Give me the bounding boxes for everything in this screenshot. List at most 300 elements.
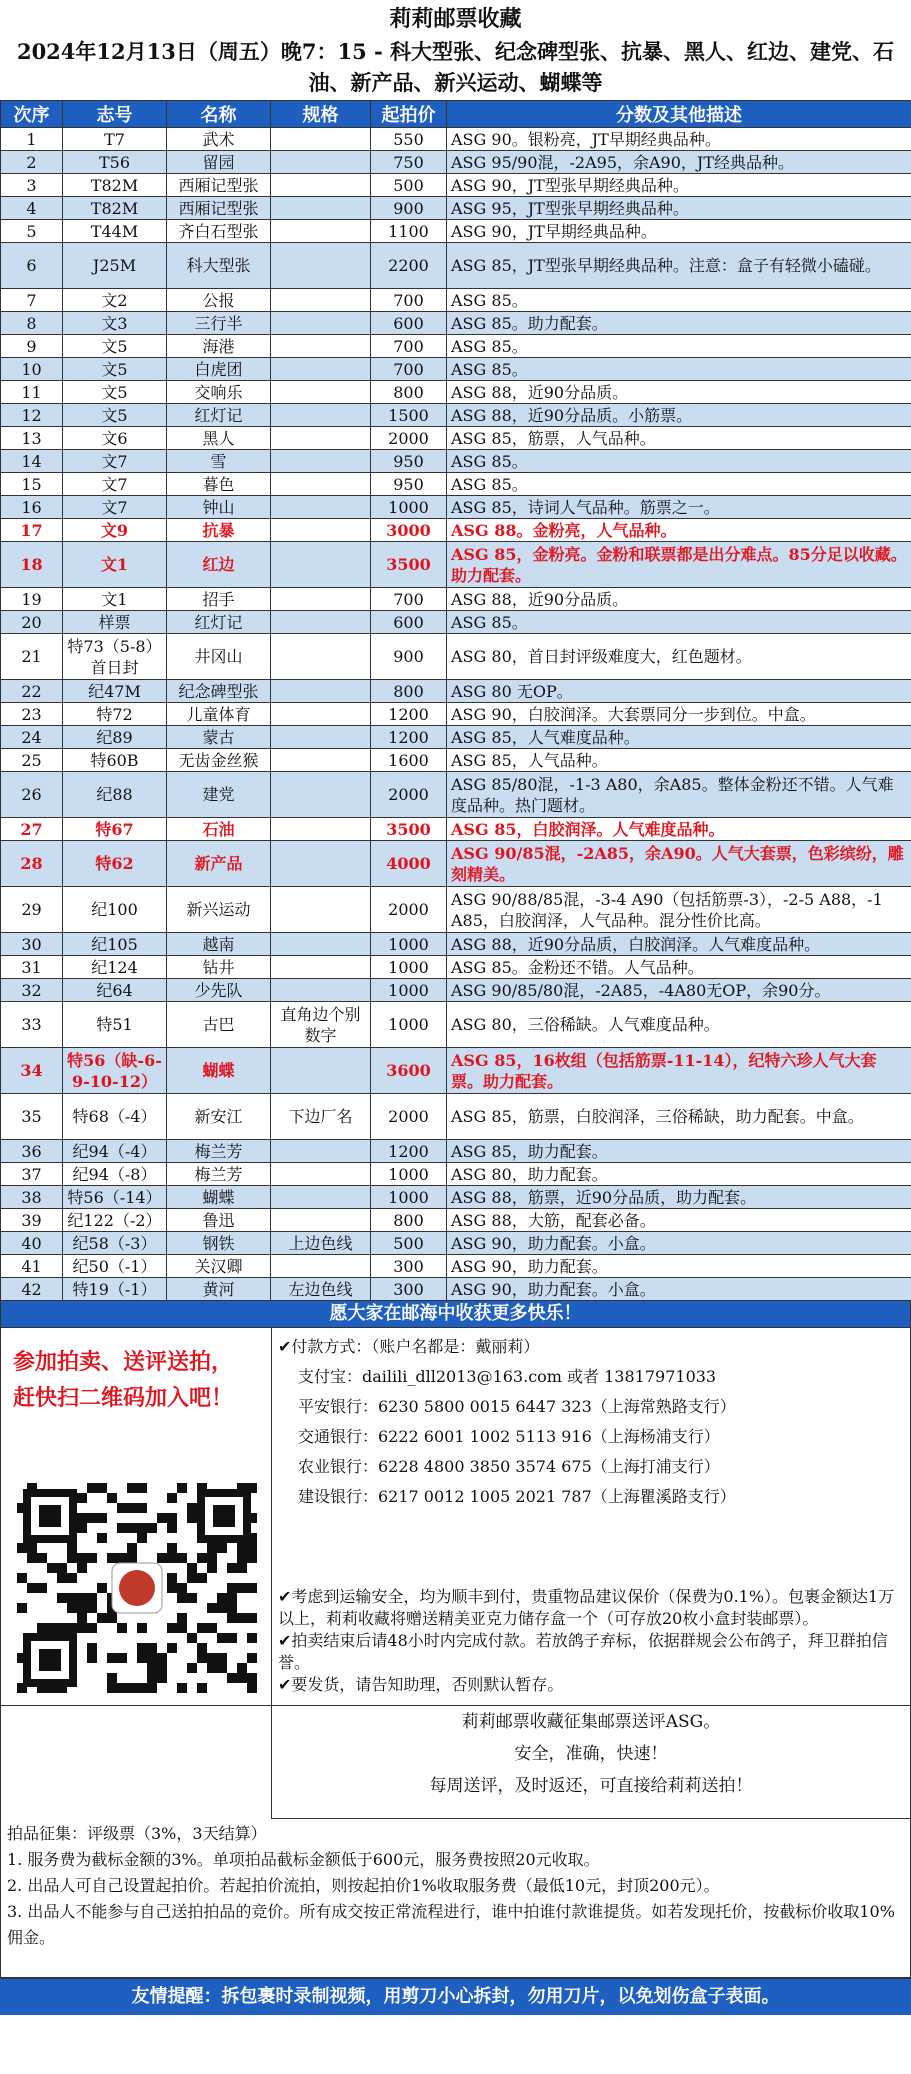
cell-desc: ASG 80 无OP。 xyxy=(447,680,911,703)
table-row xyxy=(1,450,911,473)
cell-price: 1000 xyxy=(371,496,447,519)
cell-desc: ASG 90/88/85混，-3-4 A90（包括筋票-3），-2-5 A88，-1 A85，白胶润泽，人气品种。混分性价比高。 xyxy=(447,887,911,933)
footer-reminder: 友情提醒：拆包裹时录制视频，用剪刀小心拆封，勿用刀片，以免划伤盒子表面。 xyxy=(0,1979,911,2015)
promo-line: 赶快扫二维码加入吧！ xyxy=(13,1385,234,1411)
cell-spec xyxy=(271,1048,371,1094)
table-row xyxy=(1,1094,911,1140)
cell-no: 15 xyxy=(1,473,63,496)
cell-name: 钟山 xyxy=(167,496,271,519)
table-row xyxy=(1,1232,911,1255)
cell-desc: ASG 90。银粉亮，JT早期经典品种。 xyxy=(447,128,911,151)
payment-title: ✔付款方式：（账户名都是：戴丽莉） xyxy=(278,1337,540,1356)
cell-code: T82M xyxy=(63,197,167,220)
cell-price: 1000 xyxy=(371,956,447,979)
cell-price: 1000 xyxy=(371,1163,447,1186)
cell-code: 纪105 xyxy=(63,933,167,956)
cell-desc: ASG 88，筋票，近90分品质，助力配套。 xyxy=(447,1186,911,1209)
cell-price: 4000 xyxy=(371,841,447,887)
cell-no: 42 xyxy=(1,1278,63,1301)
cell-spec xyxy=(271,404,371,427)
cell-price: 700 xyxy=(371,358,447,381)
col-header-no: 次序 xyxy=(1,101,63,128)
cell-spec xyxy=(271,289,371,312)
table-row xyxy=(1,496,911,519)
cell-code: 文3 xyxy=(63,312,167,335)
rule-line: 3. 出品人不能参与自己送拍拍品的竞价。所有成交按正常流程进行，谁中拍谁付款谁提货。如若发现托价，按截标价收取10%佣金。 xyxy=(7,1902,895,1947)
cell-code: 纪88 xyxy=(63,772,167,818)
cell-spec xyxy=(271,956,371,979)
cell-code: 纪100 xyxy=(63,887,167,933)
cell-spec xyxy=(271,496,371,519)
cell-name: 红灯记 xyxy=(167,404,271,427)
cell-desc: ASG 85，筋票，白胶润泽，三俗稀缺，助力配套。中盒。 xyxy=(447,1094,911,1140)
cell-price: 1200 xyxy=(371,1140,447,1163)
cell-spec xyxy=(271,220,371,243)
table-row xyxy=(1,404,911,427)
cell-no: 28 xyxy=(1,841,63,887)
table-row xyxy=(1,818,911,841)
cell-desc: ASG 95，JT型张早期经典品种。 xyxy=(447,197,911,220)
cell-code: 文5 xyxy=(63,358,167,381)
cell-no: 25 xyxy=(1,749,63,772)
cell-spec xyxy=(271,358,371,381)
table-row xyxy=(1,588,911,611)
table-row xyxy=(1,841,911,887)
cell-desc: ASG 95/90混，-2A95，余A90，JT经典品种。 xyxy=(447,151,911,174)
cell-code: 特62 xyxy=(63,841,167,887)
note-item: ✔要发货，请告知助理，否则默认暂存。 xyxy=(278,1675,564,1694)
cell-price: 2000 xyxy=(371,887,447,933)
table-row xyxy=(1,174,911,197)
cell-price: 800 xyxy=(371,1209,447,1232)
cell-desc: ASG 85，筋票，人气品种。 xyxy=(447,427,911,450)
cell-price: 800 xyxy=(371,680,447,703)
cell-price: 950 xyxy=(371,450,447,473)
cell-spec xyxy=(271,933,371,956)
cell-spec xyxy=(271,473,371,496)
cell-spec xyxy=(271,749,371,772)
cell-price: 900 xyxy=(371,197,447,220)
table-row xyxy=(1,289,911,312)
table-row xyxy=(1,427,911,450)
cell-spec xyxy=(271,312,371,335)
cell-desc: ASG 80，首日封评级难度大，红色题材。 xyxy=(447,634,911,680)
table-row xyxy=(1,335,911,358)
cell-no: 26 xyxy=(1,772,63,818)
table-row xyxy=(1,1278,911,1301)
cell-code: 文7 xyxy=(63,450,167,473)
table-row xyxy=(1,611,911,634)
table-row xyxy=(1,542,911,588)
cell-name: 蝴蝶 xyxy=(167,1048,271,1094)
table-row xyxy=(1,680,911,703)
cell-no: 24 xyxy=(1,726,63,749)
rule-line: 1. 服务费为截标金额的3%。单项拍品截标金额低于600元，服务费按照20元收取。 xyxy=(7,1850,600,1869)
col-header-code: 志号 xyxy=(63,101,167,128)
cell-price: 1200 xyxy=(371,703,447,726)
cell-name: 纪念碑型张 xyxy=(167,680,271,703)
cell-no: 34 xyxy=(1,1048,63,1094)
cell-name: 留园 xyxy=(167,151,271,174)
cell-code: 样票 xyxy=(63,611,167,634)
cell-price: 3500 xyxy=(371,818,447,841)
info-section xyxy=(1,1328,910,1706)
cell-spec xyxy=(271,818,371,841)
bank-account: 建设银行：6217 0012 1005 2021 787（上海瞿溪路支行） xyxy=(298,1487,736,1506)
cell-code: 文7 xyxy=(63,473,167,496)
cell-code: 特19（-1） xyxy=(63,1278,167,1301)
cell-price: 3000 xyxy=(371,519,447,542)
cell-desc: ASG 85，人气难度品种。 xyxy=(447,726,911,749)
table-row xyxy=(1,128,911,151)
cell-code: 纪94（-8） xyxy=(63,1163,167,1186)
cell-spec xyxy=(271,726,371,749)
cell-spec xyxy=(271,680,371,703)
cell-desc: ASG 90，白胶润泽。大套票同分一步到位。中盒。 xyxy=(447,703,911,726)
cell-no: 14 xyxy=(1,450,63,473)
cell-name: 齐白石型张 xyxy=(167,220,271,243)
cell-no: 3 xyxy=(1,174,63,197)
cell-spec xyxy=(271,1255,371,1278)
cell-desc: ASG 88。金粉亮，人气品种。 xyxy=(447,519,911,542)
cell-no: 8 xyxy=(1,312,63,335)
page-header xyxy=(0,0,911,100)
cell-name: 黑人 xyxy=(167,427,271,450)
cell-spec xyxy=(271,542,371,588)
col-header-spec: 规格 xyxy=(271,101,371,128)
cell-price: 1000 xyxy=(371,1186,447,1209)
cell-spec xyxy=(271,703,371,726)
cell-desc: ASG 85。 xyxy=(447,335,911,358)
cell-code: 文2 xyxy=(63,289,167,312)
cell-no: 35 xyxy=(1,1094,63,1140)
cell-desc: ASG 90，助力配套。小盒。 xyxy=(447,1278,911,1301)
cell-name: 西厢记型张 xyxy=(167,197,271,220)
cell-code: 文7 xyxy=(63,496,167,519)
cell-no: 7 xyxy=(1,289,63,312)
cell-code: T7 xyxy=(63,128,167,151)
cell-spec xyxy=(271,1186,371,1209)
cell-name: 蒙古 xyxy=(167,726,271,749)
cell-price: 700 xyxy=(371,335,447,358)
cell-desc: ASG 80，助力配套。 xyxy=(447,1163,911,1186)
cell-name: 三行半 xyxy=(167,312,271,335)
cell-code: 纪94（-4） xyxy=(63,1140,167,1163)
table-row xyxy=(1,358,911,381)
table-row xyxy=(1,473,911,496)
cell-desc: ASG 85。 xyxy=(447,358,911,381)
cell-name: 雪 xyxy=(167,450,271,473)
cell-name: 黄河 xyxy=(167,1278,271,1301)
table-row xyxy=(1,1140,911,1163)
cell-no: 11 xyxy=(1,381,63,404)
cell-price: 1000 xyxy=(371,1002,447,1048)
cell-price: 1500 xyxy=(371,404,447,427)
cell-no: 18 xyxy=(1,542,63,588)
cell-name: 交响乐 xyxy=(167,381,271,404)
cell-price: 500 xyxy=(371,1232,447,1255)
cell-name: 公报 xyxy=(167,289,271,312)
table-header-row xyxy=(1,101,911,128)
cell-name: 古巴 xyxy=(167,1002,271,1048)
cell-code: 纪58（-3） xyxy=(63,1232,167,1255)
alipay-account: 支付宝：dailili_dll2013@163.com 或者 13817971033 xyxy=(298,1367,717,1386)
cell-name: 关汉卿 xyxy=(167,1255,271,1278)
cell-desc: ASG 90，JT早期经典品种。 xyxy=(447,220,911,243)
cell-price: 600 xyxy=(371,312,447,335)
page-title: 莉莉邮票收藏 xyxy=(389,6,522,32)
cell-spec xyxy=(271,1163,371,1186)
table-row xyxy=(1,703,911,726)
cell-no: 30 xyxy=(1,933,63,956)
table-row xyxy=(1,1186,911,1209)
cell-no: 5 xyxy=(1,220,63,243)
cell-name: 梅兰芳 xyxy=(167,1163,271,1186)
cell-price: 1000 xyxy=(371,933,447,956)
col-header-desc: 分数及其他描述 xyxy=(447,101,911,128)
cell-desc: ASG 85，白胶润泽。人气难度品种。 xyxy=(447,818,911,841)
cell-price: 2200 xyxy=(371,243,447,289)
cell-no: 16 xyxy=(1,496,63,519)
cell-code: 特60B xyxy=(63,749,167,772)
cell-desc: ASG 88，近90分品质。小筋票。 xyxy=(447,404,911,427)
blank-cell xyxy=(1,1706,272,1819)
table-row xyxy=(1,1002,911,1048)
cell-no: 6 xyxy=(1,243,63,289)
table-row xyxy=(1,220,911,243)
table-row xyxy=(1,312,911,335)
collect-line: 莉莉邮票收藏征集邮票送评ASG。 xyxy=(461,1712,721,1732)
collect-line: 安全，准确，快速！ xyxy=(514,1744,668,1764)
cell-code: 文9 xyxy=(63,519,167,542)
cell-desc: ASG 85。 xyxy=(447,611,911,634)
cell-desc: ASG 85。金粉还不错。人气品种。 xyxy=(447,956,911,979)
col-header-price: 起拍价 xyxy=(371,101,447,128)
cell-code: T56 xyxy=(63,151,167,174)
cell-desc: ASG 85，人气品种。 xyxy=(447,749,911,772)
table-row xyxy=(1,772,911,818)
cell-spec xyxy=(271,1140,371,1163)
cell-code: 文1 xyxy=(63,588,167,611)
cell-name: 新产品 xyxy=(167,841,271,887)
cell-name: 井冈山 xyxy=(167,634,271,680)
table-row xyxy=(1,1048,911,1094)
cell-spec xyxy=(271,174,371,197)
cell-code: 文6 xyxy=(63,427,167,450)
bank-account: 农业银行：6228 4800 3850 3574 675（上海打浦支行） xyxy=(298,1457,720,1476)
cell-code: 文5 xyxy=(63,335,167,358)
cell-name: 新安江 xyxy=(167,1094,271,1140)
cell-price: 2000 xyxy=(371,427,447,450)
cell-price: 500 xyxy=(371,174,447,197)
cell-no: 1 xyxy=(1,128,63,151)
cell-no: 22 xyxy=(1,680,63,703)
cell-name: 抗暴 xyxy=(167,519,271,542)
cell-no: 4 xyxy=(1,197,63,220)
cell-price: 950 xyxy=(371,473,447,496)
bank-account: 平安银行：6230 5800 0015 6447 323（上海常熟路支行） xyxy=(298,1397,736,1416)
cell-code: 纪50（-1） xyxy=(63,1255,167,1278)
cell-no: 32 xyxy=(1,979,63,1002)
cell-spec xyxy=(271,243,371,289)
table-row xyxy=(1,151,911,174)
cell-spec xyxy=(271,588,371,611)
wish-banner: 愿大家在邮海中收获更多快乐！ xyxy=(0,1301,911,1328)
qr-code-icon xyxy=(17,1483,257,1693)
cell-desc: ASG 85，16枚组（包括筋票-11-14），纪特六珍人气大套票。助力配套。 xyxy=(447,1048,911,1094)
fee-rules xyxy=(1,1819,910,1978)
cell-code: 纪64 xyxy=(63,979,167,1002)
table-row xyxy=(1,933,911,956)
cell-name: 鲁迅 xyxy=(167,1209,271,1232)
cell-desc: ASG 90/85混，-2A85，余A90。人气大套票，色彩缤纷，雕刻精美。 xyxy=(447,841,911,887)
cell-spec xyxy=(271,634,371,680)
cell-name: 红灯记 xyxy=(167,611,271,634)
cell-name: 新兴运动 xyxy=(167,887,271,933)
cell-name: 钢铁 xyxy=(167,1232,271,1255)
cell-spec xyxy=(271,427,371,450)
cell-price: 3500 xyxy=(371,542,447,588)
cell-desc: ASG 85，金粉亮。金粉和联票都是出分难点。85分足以收藏。助力配套。 xyxy=(447,542,911,588)
cell-no: 9 xyxy=(1,335,63,358)
cell-no: 40 xyxy=(1,1232,63,1255)
cell-code: 文5 xyxy=(63,404,167,427)
table-row xyxy=(1,1255,911,1278)
cell-desc: ASG 85，诗词人气品种。筋票之一。 xyxy=(447,496,911,519)
cell-no: 10 xyxy=(1,358,63,381)
note-item: ✔拍卖结束后请48小时内完成付款。若放鸽子弃标，依据群规会公布鸽子，拜卫群拍信誉。 xyxy=(278,1631,888,1672)
cell-desc: ASG 85。 xyxy=(447,473,911,496)
cell-desc: ASG 88，近90分品质。 xyxy=(447,588,911,611)
cell-desc: ASG 88，近90分品质。 xyxy=(447,381,911,404)
cell-code: 文5 xyxy=(63,381,167,404)
table-row xyxy=(1,726,911,749)
cell-price: 600 xyxy=(371,611,447,634)
cell-code: 纪89 xyxy=(63,726,167,749)
cell-name: 科大型张 xyxy=(167,243,271,289)
cell-price: 2000 xyxy=(371,1094,447,1140)
cell-name: 武术 xyxy=(167,128,271,151)
cell-code: 纪47M xyxy=(63,680,167,703)
note-item: ✔考虑到运输安全，均为顺丰到付，贵重物品建议保价（保费为0.1%）。包裹金额达1万以上，莉莉收藏将赠送精美亚克力储存盒一个（可存放20枚小盒封装邮票）。 xyxy=(278,1587,895,1628)
collect-info xyxy=(272,1706,910,1819)
cell-spec xyxy=(271,1209,371,1232)
cell-price: 1100 xyxy=(371,220,447,243)
table-row xyxy=(1,1163,911,1186)
cell-spec xyxy=(271,979,371,1002)
cell-desc: ASG 90，JT型张早期经典品种。 xyxy=(447,174,911,197)
cell-name: 石油 xyxy=(167,818,271,841)
cell-desc: ASG 85。 xyxy=(447,289,911,312)
cell-name: 红边 xyxy=(167,542,271,588)
cell-no: 37 xyxy=(1,1163,63,1186)
cell-name: 建党 xyxy=(167,772,271,818)
cell-desc: ASG 85。 xyxy=(447,450,911,473)
cell-spec: 左边色线 xyxy=(271,1278,371,1301)
table-row xyxy=(1,979,911,1002)
cell-price: 750 xyxy=(371,151,447,174)
table-row xyxy=(1,956,911,979)
cell-desc: ASG 90，助力配套。小盒。 xyxy=(447,1232,911,1255)
cell-name: 无齿金丝猴 xyxy=(167,749,271,772)
cell-price: 1000 xyxy=(371,979,447,1002)
cell-no: 20 xyxy=(1,611,63,634)
shipping-notes xyxy=(278,1586,904,1696)
cell-name: 蝴蝶 xyxy=(167,1186,271,1209)
cell-desc: ASG 90/85/80混，-2A85，-4A80无OP，余90分。 xyxy=(447,979,911,1002)
cell-spec xyxy=(271,381,371,404)
cell-spec xyxy=(271,151,371,174)
col-header-name: 名称 xyxy=(167,101,271,128)
table-row xyxy=(1,197,911,220)
bank-account: 交通银行：6222 6001 1002 5113 916（上海杨浦支行） xyxy=(298,1427,720,1446)
collect-line: 每周送评，及时返还，可直接给莉莉送拍！ xyxy=(429,1776,753,1796)
cell-spec xyxy=(271,772,371,818)
cell-price: 2000 xyxy=(371,772,447,818)
cell-no: 12 xyxy=(1,404,63,427)
cell-price: 1200 xyxy=(371,726,447,749)
cell-code: 特51 xyxy=(63,1002,167,1048)
cell-code: J25M xyxy=(63,243,167,289)
cell-spec: 下边厂名 xyxy=(271,1094,371,1140)
cell-spec: 上边色线 xyxy=(271,1232,371,1255)
cell-no: 17 xyxy=(1,519,63,542)
cell-price: 3600 xyxy=(371,1048,447,1094)
cell-name: 暮色 xyxy=(167,473,271,496)
cell-name: 少先队 xyxy=(167,979,271,1002)
cell-no: 23 xyxy=(1,703,63,726)
payment-panel xyxy=(272,1328,910,1705)
cell-price: 1600 xyxy=(371,749,447,772)
cell-price: 700 xyxy=(371,289,447,312)
cell-code: 特72 xyxy=(63,703,167,726)
cell-desc: ASG 90，助力配套。 xyxy=(447,1255,911,1278)
cell-name: 梅兰芳 xyxy=(167,1140,271,1163)
cell-desc: ASG 88，近90分品质，白胶润泽。人气难度品种。 xyxy=(447,933,911,956)
cell-price: 800 xyxy=(371,381,447,404)
cell-no: 33 xyxy=(1,1002,63,1048)
cell-name: 海港 xyxy=(167,335,271,358)
lots-table xyxy=(0,100,911,1301)
cell-no: 36 xyxy=(1,1140,63,1163)
cell-price: 300 xyxy=(371,1278,447,1301)
cell-no: 13 xyxy=(1,427,63,450)
table-row xyxy=(1,1209,911,1232)
cell-code: 特67 xyxy=(63,818,167,841)
cell-code: 纪122（-2） xyxy=(63,1209,167,1232)
cell-no: 19 xyxy=(1,588,63,611)
cell-desc: ASG 88，大筋，配套必备。 xyxy=(447,1209,911,1232)
table-row xyxy=(1,749,911,772)
cell-no: 31 xyxy=(1,956,63,979)
cell-code: T44M xyxy=(63,220,167,243)
cell-price: 700 xyxy=(371,588,447,611)
cell-spec xyxy=(271,197,371,220)
cell-name: 儿童体育 xyxy=(167,703,271,726)
cell-no: 27 xyxy=(1,818,63,841)
cell-no: 2 xyxy=(1,151,63,174)
cell-spec xyxy=(271,611,371,634)
cell-code: 纪124 xyxy=(63,956,167,979)
cell-spec xyxy=(271,450,371,473)
table-row xyxy=(1,634,911,680)
cell-name: 招手 xyxy=(167,588,271,611)
cell-no: 41 xyxy=(1,1255,63,1278)
rule-line: 拍品征集：评级票（3%，3天结算） xyxy=(7,1824,267,1843)
cell-desc: ASG 85，助力配套。 xyxy=(447,1140,911,1163)
cell-name: 白虎团 xyxy=(167,358,271,381)
table-row xyxy=(1,243,911,289)
